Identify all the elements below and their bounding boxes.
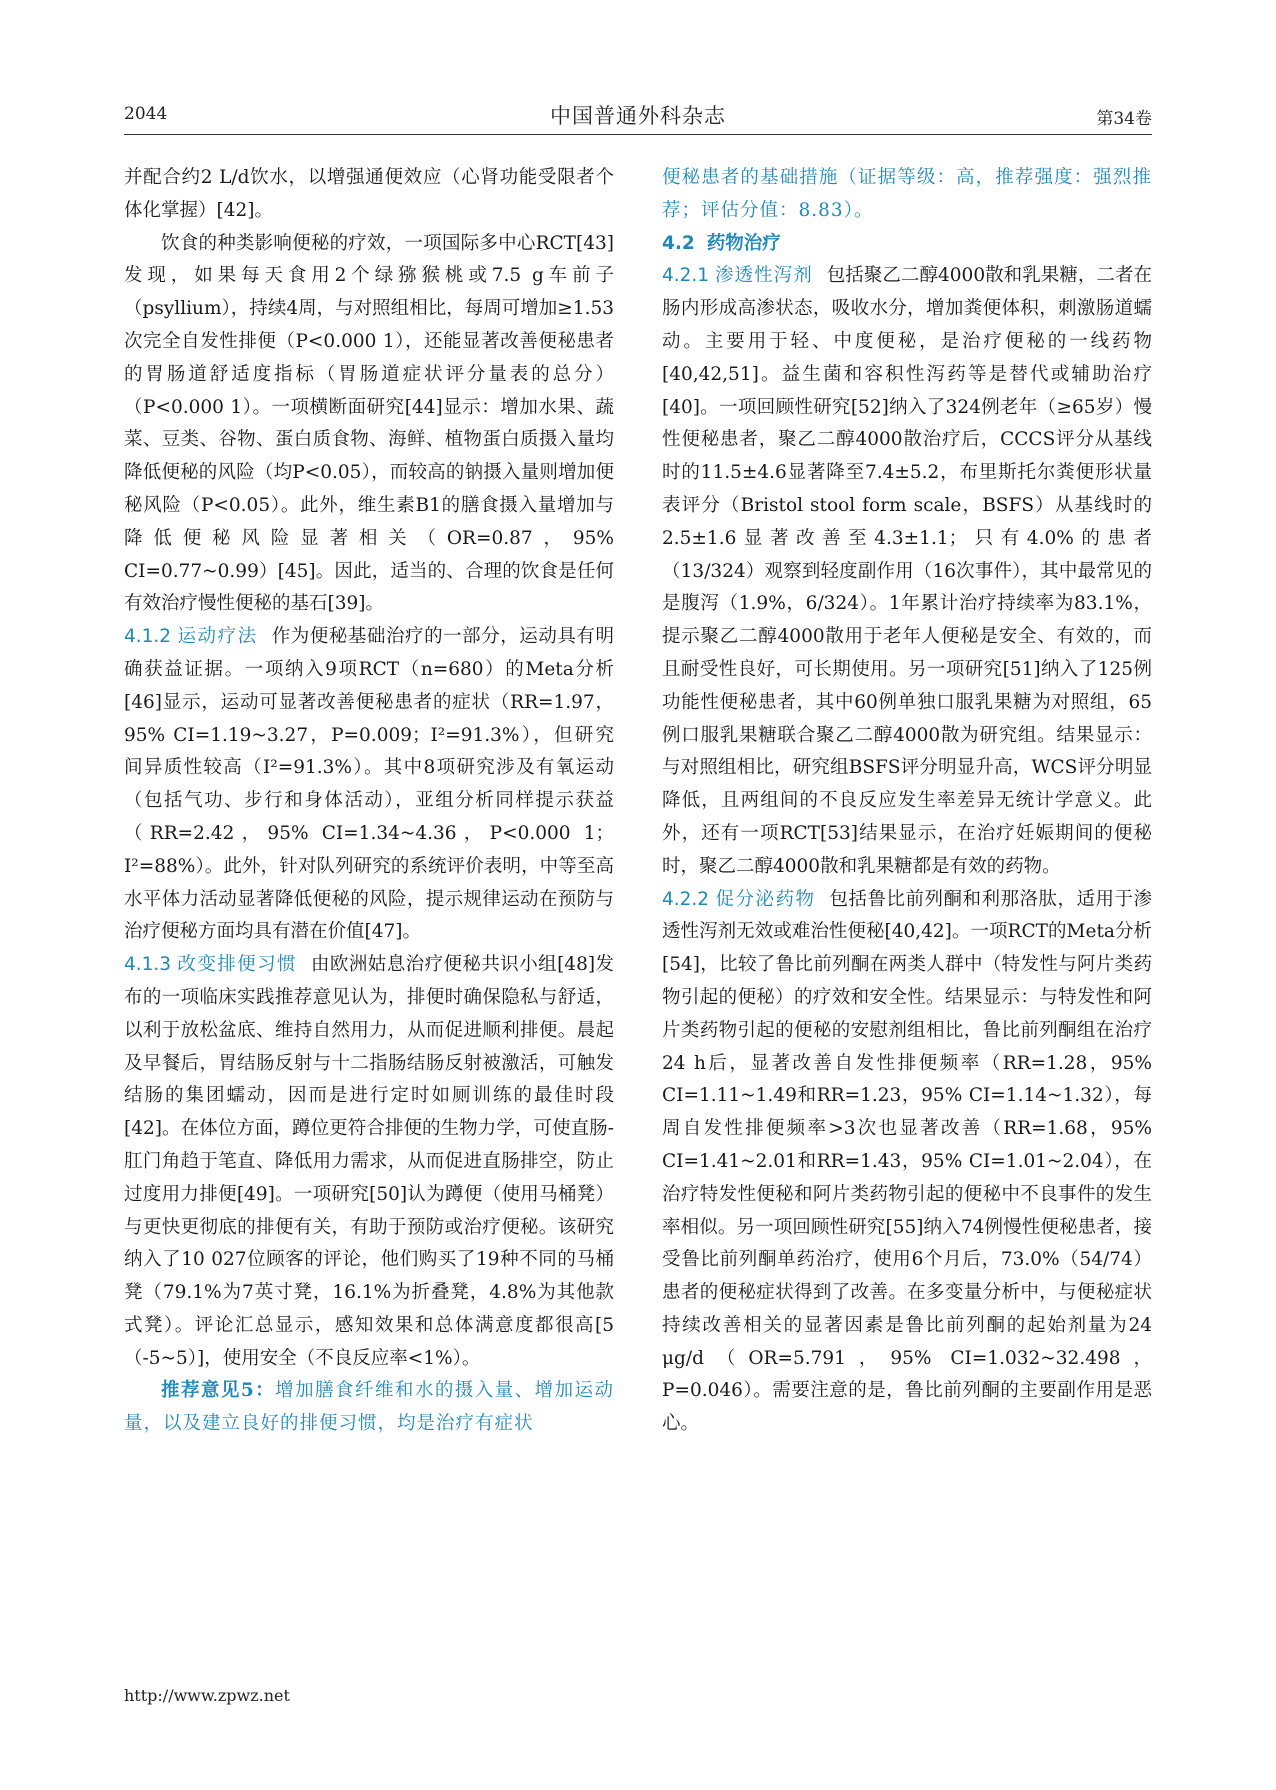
subsection-4-2-2	[662, 884, 1152, 1442]
volume-label: 第34卷	[1096, 109, 1152, 129]
header-rule	[124, 134, 1152, 135]
subsection-text: 由欧洲姑息治疗便秘共识小组[48]发布的一项临床实践推荐意见认为，排便时确保隐私与舒适，以利于放松盆底、维持自然用力，从而促进顺利排便。晨起及早餐后，胃结肠反射与十二指肠结肠反射被激活，可触发结肠的集团蠕动，因而是进行定时如厕训练的最佳时段[42]。在体位方面，蹲位更符合排便的生物力学，可使直肠-肛门角趋于笔直、降低用力需求，从而促进直肠排空，防止过度用力排便[49]。一项研究[50]认为蹲便（使用马桶凳）与更快更彻底的排便有关，有助于预防或治疗便秘。该研究纳入了10 027位顾客的评论，他们购买了19种不同的马桶凳（79.1%为7英寸凳，16.1%为折叠凳，4.8%为其他款式凳）。评论汇总显示，感知效果和总体满意度都很高[5（-5~5）]，使用安全（不良反应率<1%）。	[124, 954, 614, 1369]
section-4-2-heading	[662, 228, 1152, 261]
subsection-number: 4.1.2	[124, 626, 172, 648]
subsection-title: 运动疗法	[177, 626, 258, 648]
recommendation-5	[124, 1375, 614, 1441]
subsection-4-1-3	[124, 949, 614, 1375]
journal-title: 中国普通外科杂志	[550, 104, 726, 128]
subsection-4-2-1	[662, 260, 1152, 883]
recommendation-text: 增加膳食纤维和水的摄入量、增加运动量，以及建立良好的排便习惯，均是治疗有症状	[124, 1380, 614, 1435]
subsection-number: 4.2.1	[662, 265, 710, 287]
subsection-title: 改变排便习惯	[177, 954, 297, 976]
subsection-text: 作为便秘基础治疗的一部分，运动具有明确获益证据。一项纳入9项RCT（n=680）的Meta分析[46]显示，运动可显著改善便秘患者的症状（RR=1.97，95% CI=1.19~3.27，P=0.009；I²=91.3%），但研究间异质性较高（I²=91.3%）。其中8项研究涉及有氧运动（包括气功、步行和身体活动），亚组分析同样提示获益（RR=2.42，95% CI=1.34~4.36，P<0.000 1；I²=88%）。此外，针对队列研究的系统评价表明，中等至高水平体力活动显著降低便秘的风险，提示规律运动在预防与治疗便秘方面均具有潜在价值[47]。	[124, 626, 614, 943]
page-number: 2044	[124, 104, 168, 124]
subsection-title: 渗透性泻剂	[715, 265, 813, 287]
section-title: 药物治疗	[706, 232, 781, 254]
section-number: 4.2	[662, 232, 695, 254]
recommendation-label: 推荐意见5：	[161, 1380, 276, 1402]
subsection-text: 包括聚乙二醇4000散和乳果糖，二者在肠内形成高渗状态，吸收水分，增加粪便体积，刺激肠道蠕动。主要用于轻、中度便秘，是治疗便秘的一线药物[40,42,51]。益生菌和容积性泻药等是替代或辅助治疗[40]。一项回顾性研究[52]纳入了324例老年（≥65岁）慢性便秘患者，聚乙二醇4000散治疗后，CCCS评分从基线时的11.5±4.6显著降至7.4±5.2，布里斯托尔粪便形状量表评分（Bristol stool form scale，BSFS）从基线时的2.5±1.6显著改善至4.3±1.1；只有4.0%的患者（13/324）观察到轻度副作用（16次事件），其中最常见的是腹泻（1.9%，6/324）。1年累计治疗持续率为83.1%，提示聚乙二醇4000散用于老年人便秘是安全、有效的，而且耐受性良好，可长期使用。另一项研究[51]纳入了125例功能性便秘患者，其中60例单独口服乳果糖为对照组，65例口服乳果糖联合聚乙二醇4000散为研究组。结果显示：与对照组相比，研究组BSFS评分明显升高，WCS评分明显降低，且两组间的不良反应发生率差异无统计学意义。此外，还有一项RCT[53]结果显示，在治疗妊娠期间的便秘时，聚乙二醇4000散和乳果糖都是有效的药物。	[662, 265, 1152, 877]
paragraph-fluid-intake: 并配合约2 L/d饮水，以增强通便效应（心肾功能受限者个体化掌握）[42]。	[124, 167, 614, 221]
subsection-number: 4.2.2	[662, 888, 710, 910]
footer-url: http://www.zpwz.net	[124, 1686, 290, 1705]
recommendation-5-continued: 便秘患者的基础措施（证据等级：高，推荐强度：强烈推荐；评估分值：8.83）。	[662, 167, 1152, 221]
subsection-number: 4.1.3	[124, 954, 172, 976]
subsection-4-1-2	[124, 621, 614, 949]
subsection-title: 促分泌药物	[715, 888, 816, 910]
right-column	[662, 162, 1152, 1441]
paragraph-diet-types: 饮食的种类影响便秘的疗效，一项国际多中心RCT[43]发现，如果每天食用2个绿猕猴桃或7.5 g车前子（psyllium），持续4周，与对照组相比，每周可增加≥1.53次完全自发性排便（P<0.000 1），还能显著改善便秘患者的胃肠道舒适度指标（胃肠道症状评分量表的总分）（P<0.000 1）。一项横断面研究[44]显示：增加水果、蔬菜、豆类、谷物、蛋白质食物、海鲜、植物蛋白质摄入量均降低便秘的风险（均P<0.05），而较高的钠摄入量则增加便秘风险（P<0.05）。此外，维生素B1的膳食摄入量增加与降低便秘风险显著相关（OR=0.87，95% CI=0.77~0.99）[45]。因此，适当的、合理的饮食是任何有效治疗慢性便秘的基石[39]。	[124, 232, 614, 615]
left-column	[124, 162, 614, 1441]
subsection-text: 包括鲁比前列酮和利那洛肽，适用于渗透性泻剂无效或难治性便秘[40,42]。一项RCT的Meta分析[54]，比较了鲁比前列酮在两类人群中（特发性与阿片类药物引起的便秘）的疗效和安全性。结果显示：与特发性和阿片类药物引起的便秘的安慰剂组相比，鲁比前列酮组在治疗24 h后，显著改善自发性排便频率（RR=1.28，95% CI=1.11~1.49和RR=1.23，95% CI=1.14~1.32），每周自发性排便频率>3次也显著改善（RR=1.68，95% CI=1.41~2.01和RR=1.43，95% CI=1.01~2.04），在治疗特发性便秘和阿片类药物引起的便秘中不良事件的发生率相似。另一项回顾性研究[55]纳入74例慢性便秘患者，接受鲁比前列酮单药治疗，使用6个月后，73.0%（54/74）患者的便秘症状得到了改善。在多变量分析中，与便秘症状持续改善相关的显著因素是鲁比前列酮的起始剂量为24 μg/d（OR=5.791，95% CI=1.032~32.498，P=0.046）。需要注意的是，鲁比前列酮的主要副作用是恶心。	[662, 888, 1152, 1435]
